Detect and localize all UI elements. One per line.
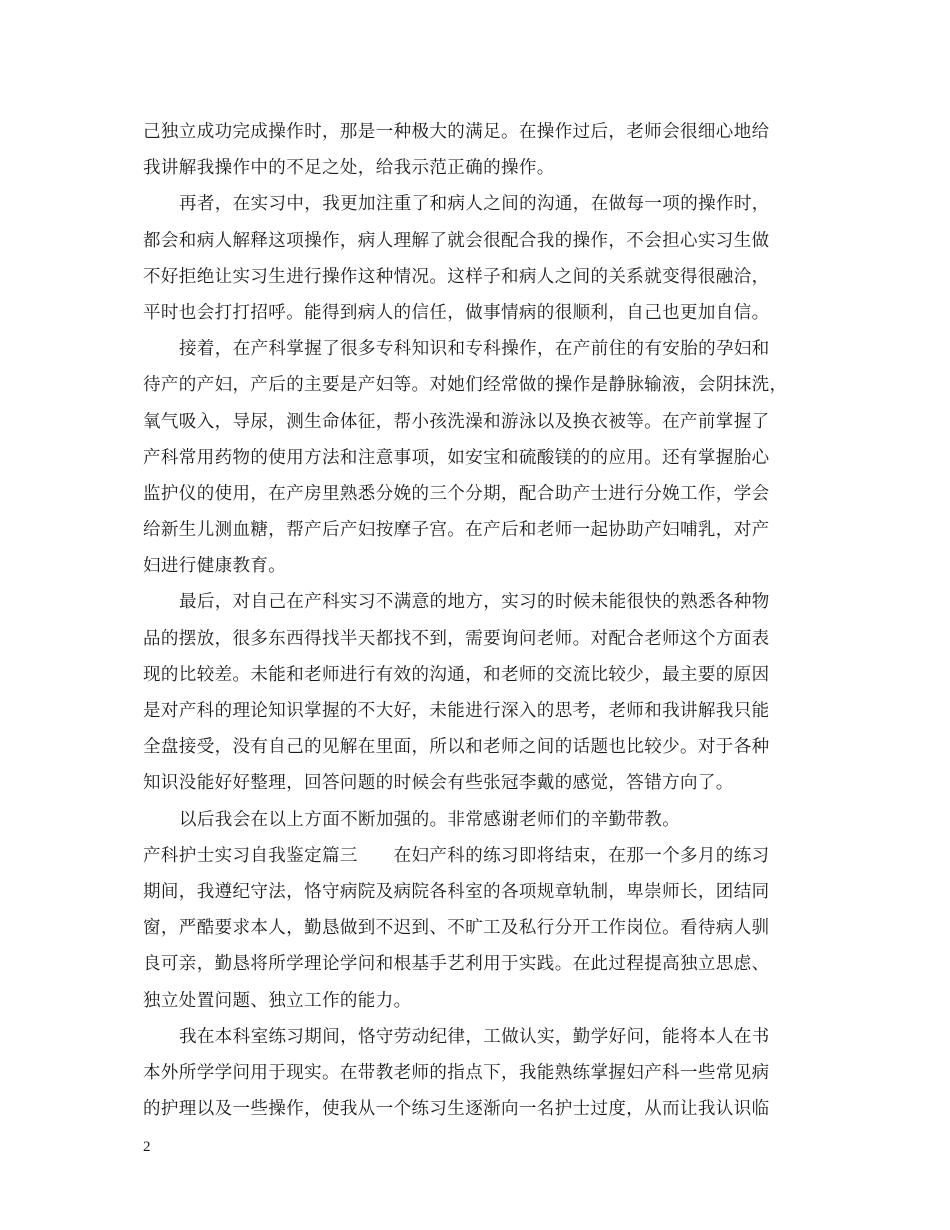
text-line: 以后我会在以上方面不断加强的。非常感谢老师们的辛勤带教。 bbox=[179, 809, 681, 830]
text-line: 我在本科室练习期间，恪守劳动纪律，工做认实，勤学好问，能将本人在书 bbox=[179, 1026, 770, 1047]
text-line: 独立处置问题、独立工作的能力。 bbox=[143, 990, 412, 1011]
text-line: 现的比较差。未能和老师进行有效的沟通，和老师的交流比较少，最主要的原因 bbox=[143, 664, 770, 685]
page-number: 2 bbox=[143, 1139, 151, 1155]
text-line: 监护仪的使用，在产房里熟悉分娩的三个分期，配合助产士进行分娩工作，学会 bbox=[143, 483, 770, 504]
text-line: 妇进行健康教育。 bbox=[143, 556, 287, 577]
text-line: 最后，对自己在产科实习不满意的地方，实习的时候未能很快的熟悉各种物 bbox=[179, 592, 770, 613]
text-line: 己独立成功完成操作时，那是一种极大的满足。在操作过后，老师会很细心地给 bbox=[143, 122, 770, 142]
text-line: 全盘接受，没有自己的见解在里面，所以和老师之间的话题也比较少。对于各种 bbox=[143, 737, 770, 758]
text-line: 是对产科的理论知识掌握的不大好，未能进行深入的思考，老师和我讲解我只能 bbox=[143, 701, 770, 721]
text-line: 知识没能好好整理，回答问题的时候会有些张冠李戴的感觉，答错方向了。 bbox=[143, 773, 734, 794]
text-line: 再者，在实习中，我更加注重了和病人之间的沟通，在做每一项的操作时， bbox=[179, 194, 770, 215]
text-line: 产科常用药物的使用方法和注意事项，如安宝和硫酸镁的的应用。还有掌握胎心 bbox=[143, 447, 770, 468]
text-line: 氧气吸入，导尿，测生命体征，帮小孩洗澡和游泳以及换衣被等。在产前掌握了 bbox=[143, 411, 770, 432]
text-line: 窗，严酷要求本人，勤恳做到不迟到、不旷工及私行分开工作岗位。看待病人驯 bbox=[143, 918, 770, 939]
text-line: 的护理以及一些操作，使我从一个练习生逐渐向一名护士过度，从而让我认识临 bbox=[143, 1099, 770, 1120]
text-line: 品的摆放，很多东西得找半天都找不到，需要询问老师。对配合老师这个方面表 bbox=[143, 628, 770, 649]
text-line: 我讲解我操作中的不足之处，给我示范正确的操作。 bbox=[143, 158, 555, 179]
text-line: 期间，我遵纪守法，恪守病院及病院各科室的各项规章轨制，卑崇师长，团结同 bbox=[143, 881, 770, 902]
text-line: 接着，在产科掌握了很多专科知识和专科操作，在产前住的有安胎的孕妇和 bbox=[179, 339, 770, 360]
text-line: 平时也会打打招呼。能得到病人的信任，做事情病的很顺利，自己也更加自信。 bbox=[143, 302, 770, 323]
document-body bbox=[143, 114, 823, 1127]
text-line: 产科护士实习自我鉴定篇三 在妇产科的练习即将结束，在那一个多月的练习 bbox=[143, 845, 770, 866]
text-line: 不好拒绝让实习生进行操作这种情况。这样子和病人之间的关系就变得很融洽， bbox=[143, 266, 770, 287]
text-line: 良可亲，勤恳将所学理论学问和根基手艺利用于实践。在此过程提高独立思虑、 bbox=[143, 954, 770, 975]
text-line: 都会和病人解释这项操作，病人理解了就会很配合我的操作，不会担心实习生做 bbox=[143, 230, 770, 251]
text-line: 待产的产妇，产后的主要是产妇等。对她们经常做的操作是静脉输液，会阴抹洗， bbox=[143, 375, 788, 396]
text-line: 给新生儿测血糖，帮产后产妇按摩子宫。在产后和老师一起协助产妇哺乳，对产 bbox=[143, 520, 770, 541]
text-line: 本外所学学问用于现实。在带教老师的指点下，我能熟练掌握妇产科一些常见病 bbox=[143, 1062, 770, 1083]
